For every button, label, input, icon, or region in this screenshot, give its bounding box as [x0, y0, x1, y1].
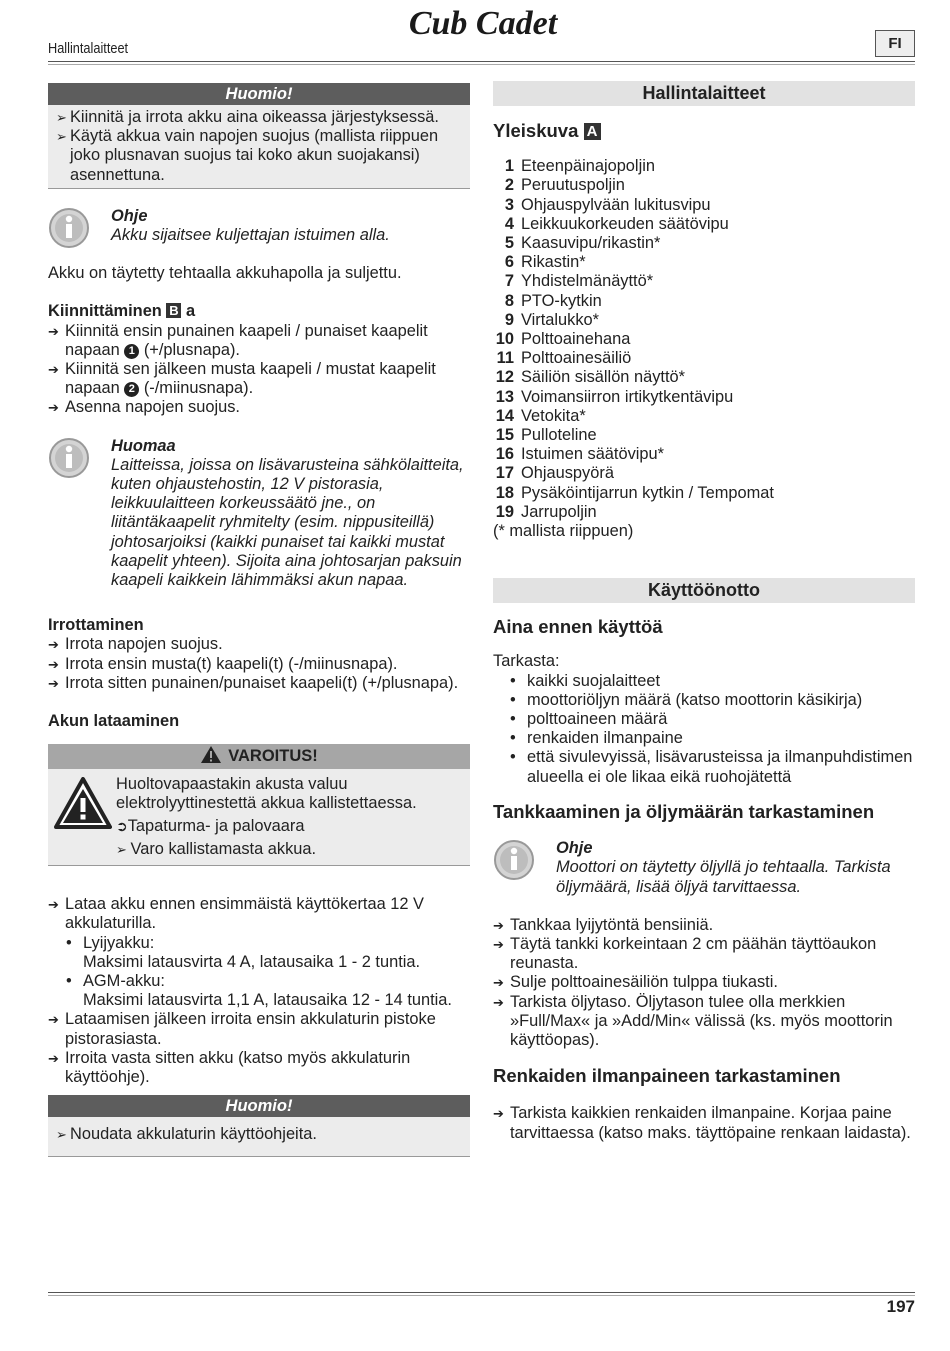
- check-item: • kaikki suojalaitteet: [493, 672, 915, 691]
- header-rule-thin: [48, 64, 915, 65]
- lyijyakku-text: Maksimi latausvirta 4 A, latausaika 1 - 2 tuntia.: [83, 952, 421, 971]
- irrottaminen-heading: Irrottaminen: [48, 616, 144, 635]
- info-icon: [48, 437, 90, 479]
- ohje-note: [48, 207, 470, 245]
- control-label: Rikastin*: [521, 253, 586, 272]
- control-label: Säiliön sisällön näyttö*: [521, 368, 686, 387]
- control-item: [493, 330, 915, 349]
- control-list: [493, 157, 915, 522]
- control-item: [493, 426, 915, 445]
- huomaa-text: Laitteissa, joissa on lisävarusteina sähkölaitteita, kuten ohjaustehostin, 12 V pistorasia, leikkuulaitteen korkeussäätö jne., on liitäntäkaapelit ryhmitelty (esim. nippusiteillä) johtosarjoiksi (kaikki punaiset tai kaikki mustat kaapelit yhteen). Sijoita aina johtosarjan paksuin kaapeli kaikkein lähimmäksi akun napaa.: [111, 455, 464, 590]
- svg-text:Cub Cadet: Cub Cadet: [408, 5, 558, 42]
- brand-logo: [388, 4, 578, 42]
- huomio-title: Huomio!: [48, 1095, 470, 1117]
- section-kayttoonotto: Käyttöönotto: [493, 578, 915, 603]
- check-item: • moottoriöljyn määrä (katso moottorin käsikirja): [493, 691, 915, 710]
- yleiskuva-heading: Yleiskuva A: [493, 121, 915, 140]
- ohje-title: Ohje: [556, 839, 593, 858]
- control-item: [493, 349, 915, 368]
- figure-badge-b: B: [166, 303, 181, 318]
- header-rule: [48, 61, 915, 62]
- warning-triangle-icon: [54, 777, 112, 829]
- control-item: [493, 464, 915, 483]
- ohje-text: Moottori on täytetty öljyllä jo tehtaalla. Tarkista öljymäärä, lisää öljyä tarvittaessa.: [556, 858, 891, 896]
- control-number: 11: [496, 349, 514, 368]
- control-label: Ohjauspyörä: [521, 464, 614, 483]
- lyijyakku-title: • Lyijyakku:: [48, 934, 470, 953]
- tankkaus-step: ➔ Tarkista öljytaso. Öljytason tulee olla merkkien »Full/Max« ja »Add/Min« välissä (ks. myös moottorin käyttöopas).: [493, 993, 915, 1051]
- control-item: [493, 407, 915, 426]
- varoitus-hazard: ➲Tapaturma- ja palovaara: [116, 816, 305, 835]
- control-number: 17: [495, 464, 514, 483]
- control-number: 12: [495, 368, 514, 387]
- control-item: [493, 215, 915, 234]
- ohje-note-2: [493, 839, 915, 897]
- lataaminen-heading: Akun lataaminen: [48, 712, 180, 731]
- huomio-title: Huomio!: [48, 83, 470, 105]
- check-item: • renkaiden ilmanpaine: [493, 729, 915, 748]
- footer-rule: [48, 1292, 915, 1293]
- control-item: [493, 388, 915, 407]
- control-label: Leikkuukorkeuden säätövipu: [521, 214, 729, 233]
- control-label: Peruutuspoljin: [521, 176, 625, 195]
- control-number: 14: [495, 406, 514, 425]
- tankkaus-step: ➔ Sulje polttoainesäiliön tulppa tiukasti.: [493, 973, 915, 992]
- control-label: Vetokita*: [521, 406, 586, 425]
- callout-1: 1: [124, 344, 139, 359]
- section-hallintalaitteet: Hallintalaitteet: [493, 81, 915, 106]
- varoitus-action: ➢ Varo kallistamasta akkua.: [116, 839, 317, 858]
- control-number: 8: [504, 291, 514, 310]
- control-label: Pulloteline: [521, 426, 597, 445]
- control-label: Polttoainehana: [521, 330, 631, 349]
- figure-badge-a: A: [584, 123, 601, 140]
- lataus-step: ➔ Lataamisen jälkeen irroita ensin akkulaturin pistoke pistorasiasta.: [48, 1010, 470, 1048]
- control-number: 10: [495, 330, 514, 349]
- lataus-step: ➔ Lataa akku ennen ensimmäistä käyttökertaa 12 V akkulaturilla.: [48, 895, 470, 933]
- irrotus-step: ➔ Irrota ensin musta(t) kaapeli(t) (-/miinusnapa).: [48, 655, 470, 674]
- control-item: [493, 272, 915, 291]
- control-number: 3: [504, 195, 514, 214]
- control-number: 16: [495, 445, 514, 464]
- control-label: Eteenpäinajopoljin: [521, 157, 655, 176]
- left-column: [48, 83, 470, 1157]
- huomio-box: [48, 83, 470, 189]
- control-item: [493, 253, 915, 272]
- control-number: 15: [495, 426, 514, 445]
- footer-rule-thin: [48, 1295, 915, 1296]
- callout-2: 2: [124, 382, 139, 397]
- info-icon: [493, 839, 535, 881]
- control-item: [493, 368, 915, 387]
- control-item: [493, 445, 915, 464]
- control-number: 6: [504, 253, 514, 272]
- kiinnitys-step: ➔ Kiinnitä ensin punainen kaapeli / punaiset kaapelit napaan 1 (+/plusnapa).: [48, 322, 470, 360]
- control-label: Pysäköintijarrun kytkin / Tempomat: [521, 483, 774, 502]
- huomio-box-2: [48, 1095, 470, 1157]
- huomaa-note: [48, 437, 470, 591]
- control-label: Virtalukko*: [521, 310, 600, 329]
- control-number: 9: [504, 310, 514, 329]
- control-number: 2: [504, 176, 514, 195]
- warning-icon: [200, 745, 222, 764]
- kiinnittaminen-heading: Kiinnittäminen B a: [48, 302, 196, 321]
- control-number: 4: [504, 214, 514, 233]
- page-number: 197: [886, 1297, 915, 1316]
- control-number: 1: [504, 157, 514, 176]
- tankkaus-step: ➔ Täytä tankki korkeintaan 2 cm päähän täyttöaukon reunasta.: [493, 935, 915, 973]
- control-label: Kaasuvipu/rikastin*: [521, 234, 661, 253]
- control-item: [493, 176, 915, 195]
- renkaat-heading: Renkaiden ilmanpaineen tarkastaminen: [493, 1065, 841, 1087]
- huomaa-title: Huomaa: [111, 436, 176, 455]
- control-item: [493, 311, 915, 330]
- tankkaus-step: ➔ Tankkaa lyijytöntä bensiiniä.: [493, 916, 915, 935]
- control-item: [493, 484, 915, 503]
- varoitus-text: Huoltovapaastakin akusta valuu elektrolyyttinestettä akkua kallistettaessa.: [116, 775, 417, 813]
- lataus-step: ➔ Irroita vasta sitten akku (katso myös akkulaturin käyttöohje).: [48, 1049, 470, 1087]
- language-badge: FI: [875, 30, 915, 57]
- control-list-footnote: (* mallista riippuen): [493, 522, 634, 541]
- irrotus-step: ➔ Irrota napojen suojus.: [48, 635, 470, 654]
- right-column: [493, 81, 915, 1143]
- control-label: Ohjauspylvään lukitusvipu: [521, 195, 711, 214]
- control-number: 19: [495, 502, 514, 521]
- agm-title: • AGM-akku:: [48, 972, 470, 991]
- info-icon: [48, 207, 90, 249]
- header-title: Hallintalaitteet: [48, 40, 129, 57]
- kiinnitys-step: ➔ Kiinnitä sen jälkeen musta kaapeli / mustat kaapelit napaan 2 (-/miinusnapa).: [48, 360, 470, 398]
- irrotus-step: ➔ Irrota sitten punainen/punaiset kaapeli(t) (+/plusnapa).: [48, 674, 470, 693]
- agm-text: Maksimi latausvirta 1,1 A, latausaika 12 - 14 tuntia.: [83, 991, 452, 1010]
- tankkaus-heading: Tankkaaminen ja öljymäärän tarkastaminen: [493, 800, 875, 822]
- control-label: Polttoainesäiliö: [521, 349, 632, 368]
- control-number: 13: [495, 387, 514, 406]
- control-item: [493, 503, 915, 522]
- varoitus-box: [48, 744, 470, 866]
- control-label: Istuimen säätövipu*: [521, 445, 665, 464]
- ohje-title: Ohje: [111, 206, 148, 225]
- control-number: 7: [504, 272, 514, 291]
- check-item: • että sivulevyissä, lisävarusteissa ja ilmanpuhdistimen alueella ei ole likaa eikä ruohojätettä: [493, 748, 915, 786]
- varoitus-title: VAROITUS!: [48, 744, 470, 769]
- check-item: • polttoaineen määrä: [493, 710, 915, 729]
- renkaat-step: ➔ Tarkista kaikkien renkaiden ilmanpaine. Korjaa paine tarvittaessa (katso maks. täyttöpaine renkaan laidasta).: [493, 1104, 915, 1142]
- control-label: PTO-kytkin: [521, 291, 602, 310]
- control-item: [493, 292, 915, 311]
- control-label: Voimansiirron irtikytkentävipu: [521, 387, 734, 406]
- huomio-item: ➢ Käytä akkua vain napojen suojus (mallista riippuen joko plusnavan suojus tai koko akun suojakansi) asennettuna.: [56, 127, 462, 185]
- huomio-item: ➢ Noudata akkulaturin käyttöohjeita.: [56, 1125, 462, 1144]
- control-item: [493, 234, 915, 253]
- tarkasta-lead: Tarkasta:: [493, 652, 560, 671]
- aina-heading: Aina ennen käyttöä: [493, 616, 663, 638]
- control-number: 5: [504, 234, 514, 253]
- control-label: Yhdistelmänäyttö*: [521, 272, 654, 291]
- ohje-text: Akku sijaitsee kuljettajan istuimen alla.: [111, 226, 390, 245]
- control-item: [493, 196, 915, 215]
- control-number: 18: [495, 483, 514, 502]
- huomio-item: ➢ Kiinnitä ja irrota akku aina oikeassa järjestyksessä.: [56, 108, 462, 127]
- control-label: Jarrupoljin: [521, 502, 597, 521]
- kiinnitys-step: ➔ Asenna napojen suojus.: [48, 398, 470, 417]
- control-item: [493, 157, 915, 176]
- battery-filled-text: Akku on täytetty tehtaalla akkuhapolla ja suljettu.: [48, 264, 402, 283]
